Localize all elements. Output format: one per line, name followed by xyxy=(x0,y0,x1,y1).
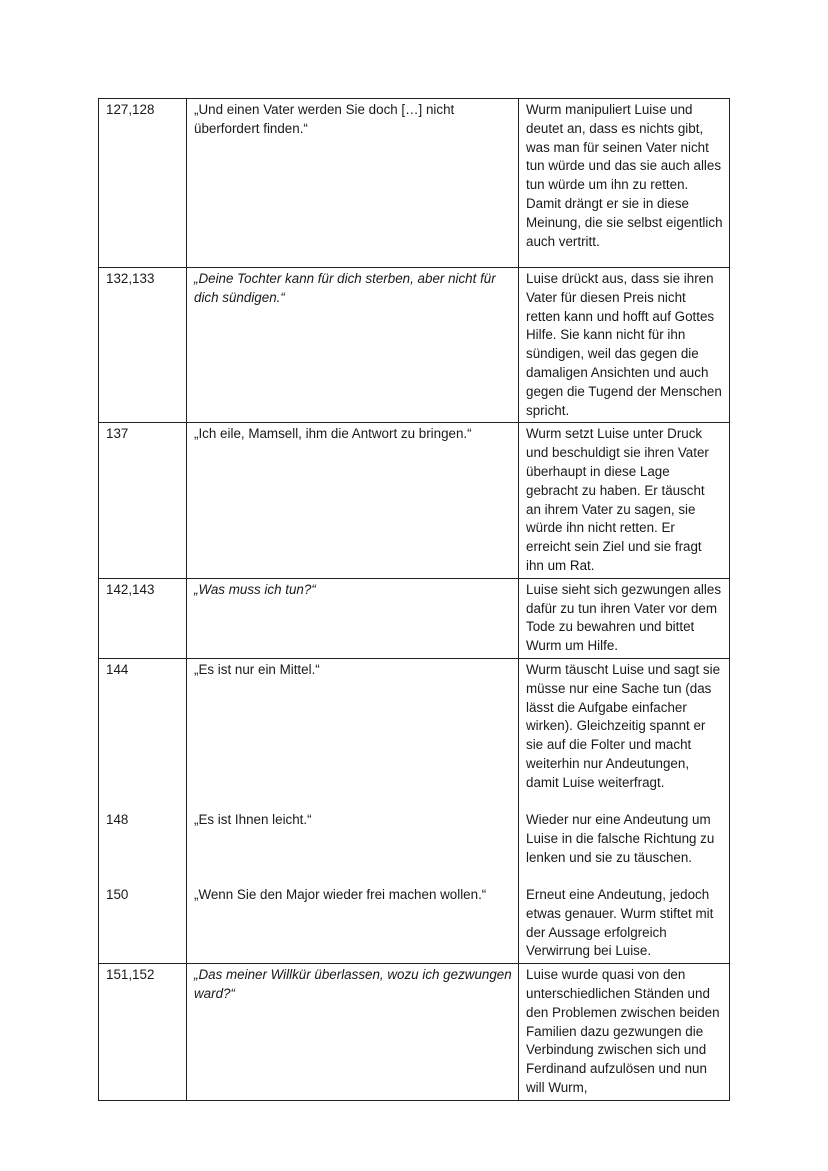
analysis-table xyxy=(98,98,730,1101)
line-number-cell xyxy=(99,658,187,963)
quote-cell xyxy=(187,658,519,963)
line-number-cell: 142,143 xyxy=(99,578,187,658)
table-row xyxy=(99,99,730,268)
comment-text: Wieder nur eine Andeutung um Luise in die falsche Richtung zu lenken und sie zu täuschen. xyxy=(526,811,715,865)
quote-cell: „Was muss ich tun?“ xyxy=(187,578,519,658)
comment-cell: Wurm manipuliert Luise und deutet an, dass es nichts gibt, was man für seinen Vater nicht tun würde und das sie auch alles tun würde um ihn zu retten. Damit drängt er sie in diese Meinung, die sie selbst eigentlich auch vertritt. xyxy=(519,99,730,268)
line-number: 148 xyxy=(106,811,129,827)
line-number-cell: 132,133 xyxy=(99,268,187,423)
table-row xyxy=(99,964,730,1101)
line-number: 144 xyxy=(106,661,129,677)
comment-cell: Luise sieht sich gezwungen alles dafür zu tun ihren Vater vor dem Tode zu bewahren und bittet Wurm um Hilfe. xyxy=(519,578,730,658)
quote-cell: „Ich eile, Mamsell, ihm die Antwort zu bringen.“ xyxy=(187,423,519,578)
comment-text: Wurm täuscht Luise und sagt sie müsse nur eine Sache tun (das lässt die Aufgabe einfacher wirken). Gleichzeitig spannt er sie auf die Folter und macht weiterhin nur Andeutungen, damit Luise weiterfragt. xyxy=(526,661,721,790)
table-row xyxy=(99,578,730,658)
comment-cell: Wurm setzt Luise unter Druck und beschuldigt sie ihren Vater überhaupt in diese Lage gebracht zu haben. Er täuscht an ihrem Vater zu sagen, sie würde ihn nicht retten. Er erreicht sein Ziel und sie fragt ihn um Rat. xyxy=(519,423,730,578)
line-number-cell: 151,152 xyxy=(99,964,187,1101)
quote-cell: „Deine Tochter kann für dich sterben, aber nicht für dich sündigen.“ xyxy=(187,268,519,423)
quote-cell: „Das meiner Willkür überlassen, wozu ich gezwungen ward?“ xyxy=(187,964,519,1101)
comment-cell: Luise wurde quasi von den unterschiedlichen Ständen und den Problemen zwischen beiden Familien dazu gezwungen die Verbindung zwischen sich und Ferdinand aufzulösen und nun will Wurm, xyxy=(519,964,730,1101)
table-row xyxy=(99,423,730,578)
table-row xyxy=(99,268,730,423)
line-number-cell: 127,128 xyxy=(99,99,187,268)
quote-text: „Es ist nur ein Mittel.“ xyxy=(194,661,320,677)
comment-text: Erneut eine Andeutung, jedoch etwas genauer. Wurm stiftet mit der Aussage erfolgreich Verwirrung bei Luise. xyxy=(526,886,714,959)
quote-text: „Es ist Ihnen leicht.“ xyxy=(194,811,312,827)
quote-text: „Wenn Sie den Major wieder frei machen wollen.“ xyxy=(194,886,487,902)
comment-cell xyxy=(519,658,730,963)
line-number-cell: 137 xyxy=(99,423,187,578)
line-number: 150 xyxy=(106,886,129,902)
comment-cell: Luise drückt aus, dass sie ihren Vater für diesen Preis nicht retten kann und hofft auf Gottes Hilfe. Sie kann nicht für ihn sündigen, weil das gegen die damaligen Ansichten und auch gegen die Tugend der Menschen spricht. xyxy=(519,268,730,423)
quote-cell: „Und einen Vater werden Sie doch […] nicht überfordert finden.“ xyxy=(187,99,519,268)
table-row xyxy=(99,658,730,963)
